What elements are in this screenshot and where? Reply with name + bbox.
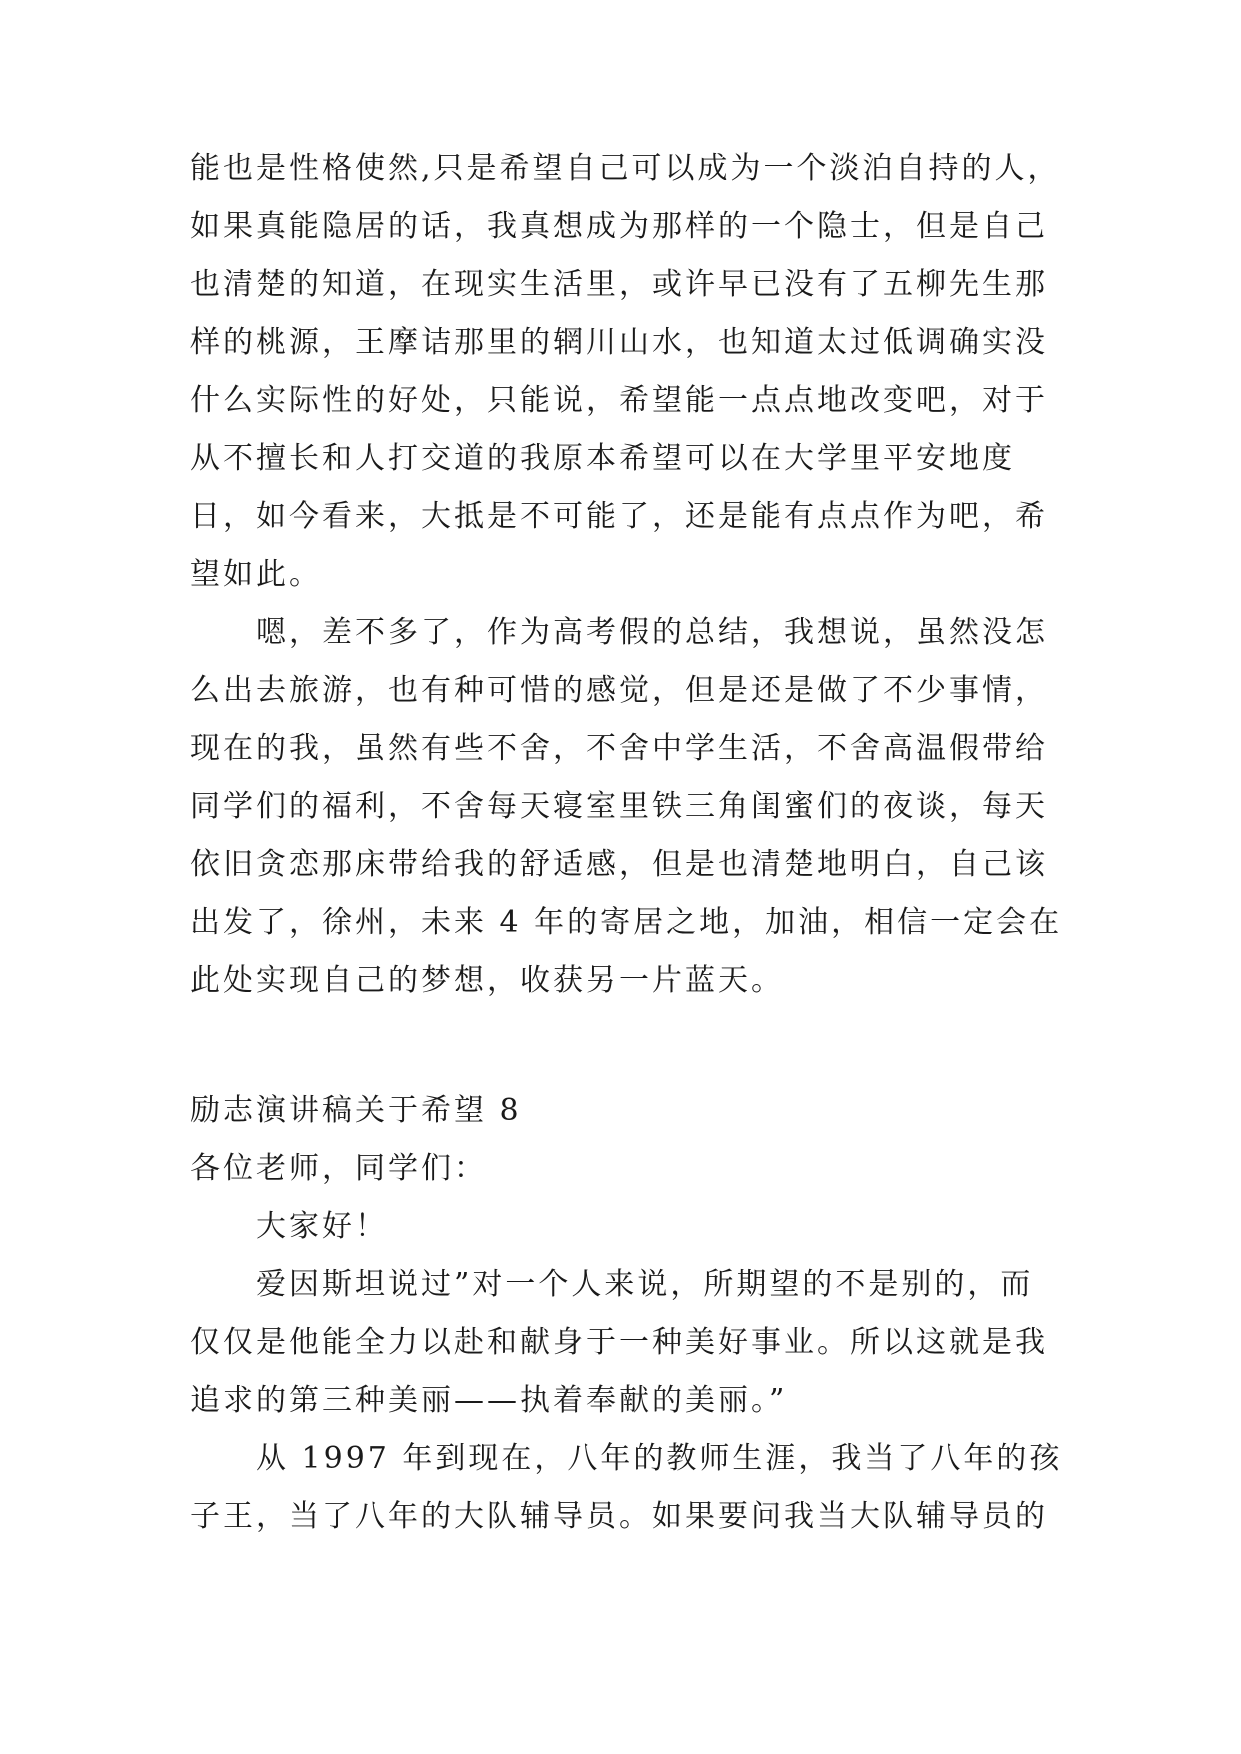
text-line: 日，如今看来，大抵是不可能了，还是能有点点作为吧，希 bbox=[190, 499, 1048, 534]
section-title: 励志演讲稿关于希望 8 bbox=[190, 1093, 522, 1128]
text-line: 么出去旅游，也有种可惜的感觉，但是还是做了不少事情， bbox=[190, 673, 1048, 708]
text-line: 同学们的福利，不舍每天寝室里铁三角闺蜜们的夜谈，每天 bbox=[190, 789, 1048, 824]
text-line: 从 1997 年到现在，八年的教师生涯，我当了八年的孩 bbox=[256, 1441, 1063, 1476]
text-line: 爱因斯坦说过”对一个人来说，所期望的不是别的，而 bbox=[256, 1267, 1034, 1302]
text-line: 追求的第三种美丽——执着奉献的美丽。” bbox=[190, 1383, 788, 1418]
text-line: 嗯，差不多了，作为高考假的总结，我想说，虽然没怎 bbox=[256, 615, 1048, 650]
text-line: 望如此。 bbox=[190, 557, 322, 592]
text-line: 子王，当了八年的大队辅导员。如果要问我当大队辅导员的 bbox=[190, 1499, 1048, 1534]
text-line: 能也是性格使然,只是希望自己可以成为一个淡泊自持的人， bbox=[190, 151, 1061, 186]
text-line: 此处实现自己的梦想，收获另一片蓝天。 bbox=[190, 963, 784, 998]
section-title-block bbox=[190, 1082, 1090, 1546]
text-line: 仅仅是他能全力以赴和献身于一种美好事业。所以这就是我 bbox=[190, 1325, 1048, 1360]
summary-paragraph bbox=[190, 604, 1090, 1010]
text-line: 什么实际性的好处，只能说，希望能一点点地改变吧，对于 bbox=[190, 383, 1048, 418]
text-line: 现在的我，虽然有些不舍，不舍中学生活，不舍高温假带给 bbox=[190, 731, 1048, 766]
salutation: 各位老师，同学们： bbox=[190, 1151, 487, 1186]
text-line: 样的桃源，王摩诘那里的辋川山水，也知道太过低调确实没 bbox=[190, 325, 1048, 360]
text-line: 依旧贪恋那床带给我的舒适感，但是也清楚地明白，自己该 bbox=[190, 847, 1048, 882]
text-line: 也清楚的知道，在现实生活里，或许早已没有了五柳先生那 bbox=[190, 267, 1048, 302]
greeting: 大家好！ bbox=[256, 1209, 388, 1244]
continued-paragraph bbox=[190, 140, 1090, 604]
text-line: 如果真能隐居的话，我真想成为那样的一个隐士，但是自己 bbox=[190, 209, 1048, 244]
text-line: 从不擅长和人打交道的我原本希望可以在大学里平安地度 bbox=[190, 441, 1015, 476]
text-line: 出发了，徐州，未来 4 年的寄居之地，加油，相信一定会在 bbox=[190, 905, 1063, 940]
